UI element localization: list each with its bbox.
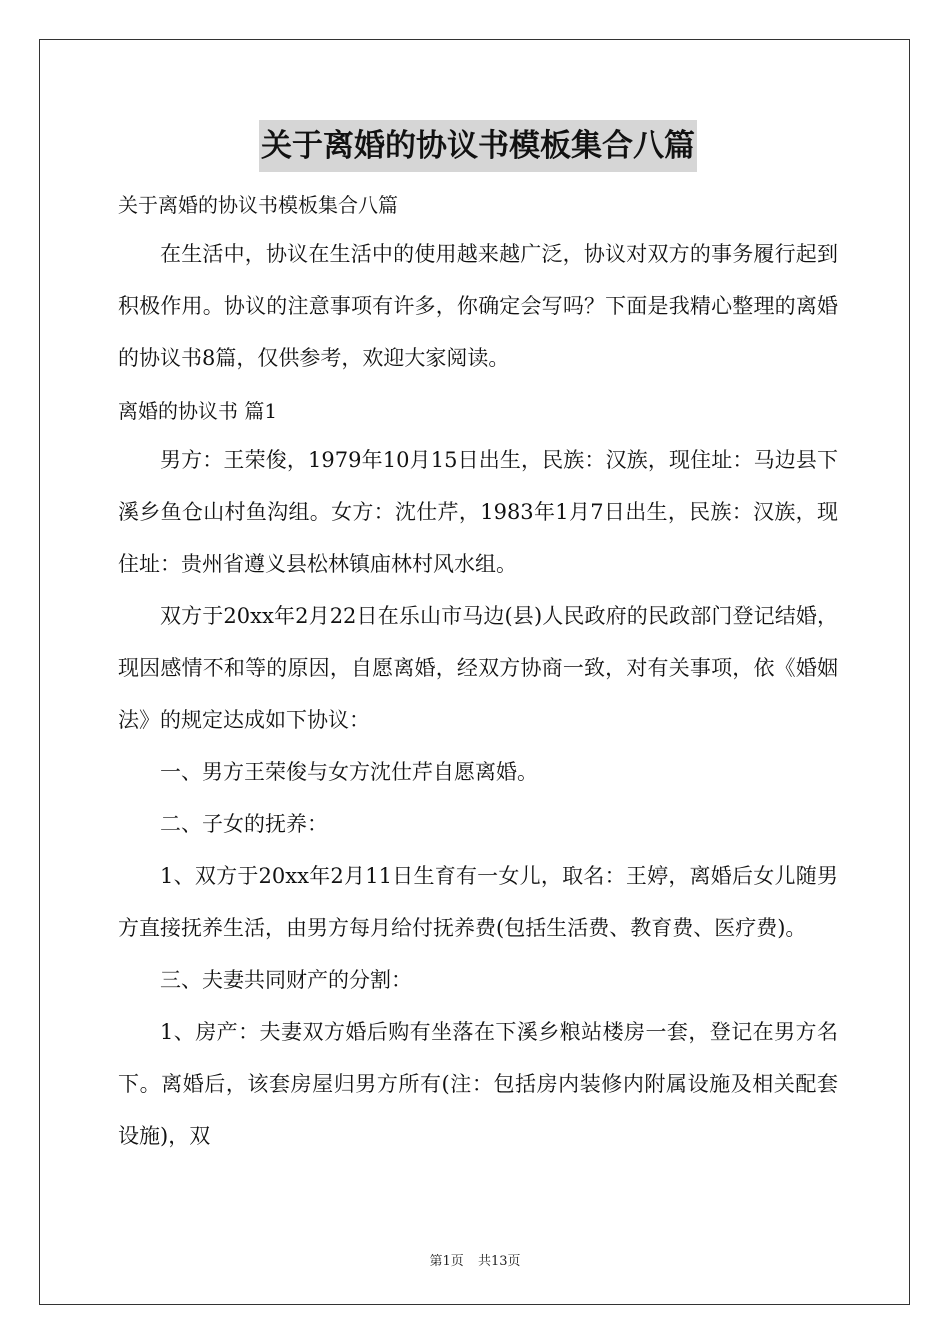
page-total: 共13页 (477, 1254, 521, 1269)
document-subtitle: 关于离婚的协议书模板集合八篇 (118, 193, 398, 217)
paragraph-clause-2: 二、子女的抚养： (160, 812, 328, 836)
section-heading: 离婚的协议书 篇1 (118, 399, 278, 423)
page-footer (0, 1250, 950, 1269)
page-number: 第1页 (429, 1254, 464, 1269)
paragraph-child-custody: 1、双方于20xx年2月11日生育有一女儿，取名：王婷，离婚后女儿随男方直接抚养生活，由男方每月给付抚养费(包括生活费、教育费、医疗费)。 (118, 864, 838, 940)
paragraph-clause-1: 一、男方王荣俊与女方沈仕芹自愿离婚。 (160, 760, 538, 784)
paragraph-marriage: 双方于20xx年2月22日在乐山市马边(县)人民政府的民政部门登记结婚，现因感情不和等的原因，自愿离婚，经双方协商一致，对有关事项，依《婚姻法》的规定达成如下协议： (118, 604, 838, 732)
intro-paragraph: 在生活中，协议在生活中的使用越来越广泛，协议对双方的事务履行起到积极作用。协议的注意事项有许多，你确定会写吗？下面是我精心整理的离婚的协议书8篇，仅供参考，欢迎大家阅读。 (118, 242, 838, 370)
document-title: 关于离婚的协议书模板集合八篇 (259, 120, 697, 172)
paragraph-clause-3: 三、夫妻共同财产的分割： (160, 968, 412, 992)
paragraph-parties: 男方：王荣俊，1979年10月15日出生，民族：汉族，现住址：马边县下溪乡鱼仓山村鱼沟组。女方：沈仕芹，1983年1月7日出生，民族：汉族，现住址：贵州省遵义县松林镇庙林村风水组。 (118, 448, 838, 576)
document-body (118, 120, 838, 1162)
title-wrap (118, 120, 838, 172)
paragraph-property: 1、房产：夫妻双方婚后购有坐落在下溪乡粮站楼房一套，登记在男方名下。离婚后，该套房屋归男方所有(注：包括房内装修内附属设施及相关配套设施)，双 (118, 1020, 838, 1148)
